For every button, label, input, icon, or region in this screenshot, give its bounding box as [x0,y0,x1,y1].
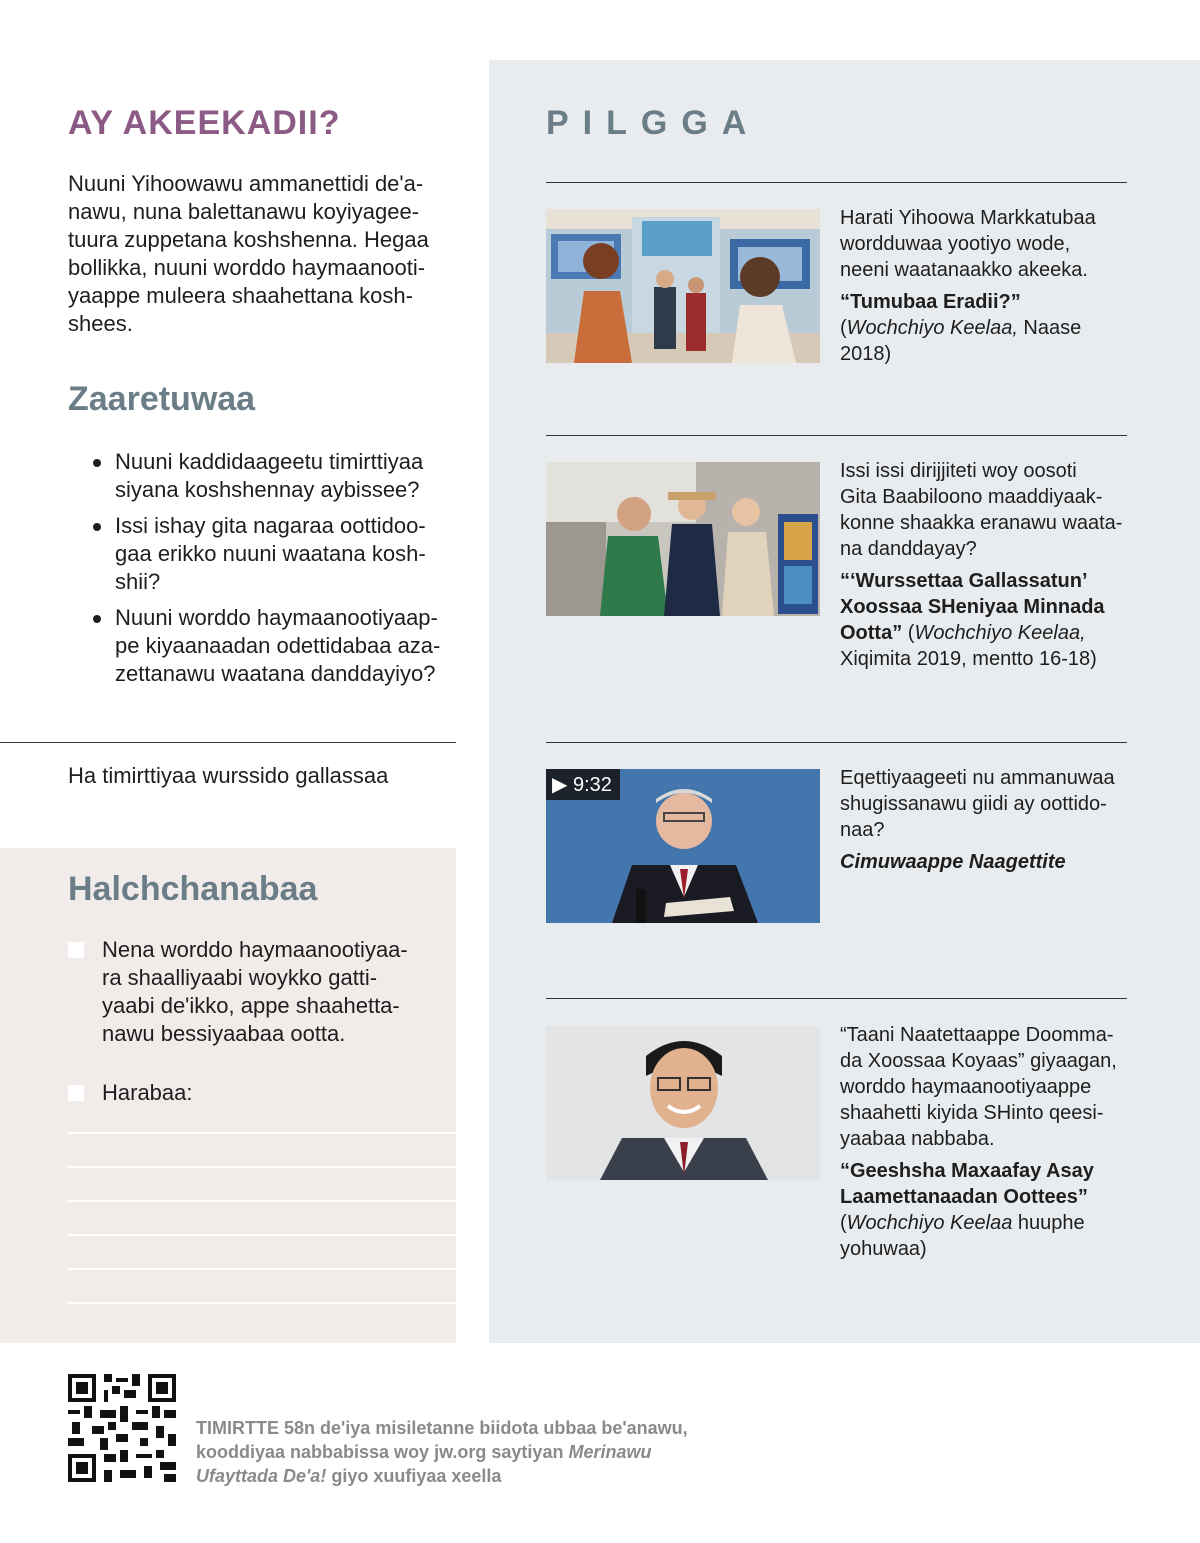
cart-witnessing-photo [546,462,820,616]
intro-line: bollikka, nuuni worddo haymaanooti- [68,255,426,280]
desc-line: na danddayay? [840,538,977,560]
intro-line: tuura zuppetana koshshenna. Hegaa [68,227,429,252]
review-question [90,448,450,504]
issue-info: Naase 2018) [840,317,1082,365]
desc-line: konne shaakka eranawu waata- [840,512,1123,534]
writing-line[interactable] [68,1132,456,1134]
desc-line: yaabaa nabbaba. [840,1128,995,1150]
intro-line: shees. [68,311,133,336]
writing-line[interactable] [68,1302,456,1304]
desc-line: wordduwaa yootiyo wode, [840,233,1071,255]
item-divider [546,182,1127,183]
portrait-photo [546,1026,820,1180]
thumbnail-street-witnessing-image[interactable] [546,209,820,363]
ref-paren: ( [840,1212,847,1234]
checkbox-icon[interactable] [68,942,84,958]
desc-line: shugissanawu giidi ay oottido- [840,793,1107,815]
question-line: Nuuni kaddidaageetu timirttiyaa [115,449,424,474]
item-divider [546,998,1127,999]
video-thumbnail[interactable] [546,769,820,923]
footer-line: TIMIRTTE 58n de'iya misiletanne biidota ubbaa be'anawu, [196,1418,688,1438]
desc-line: “Taani Naatettaappe Doomma- [840,1024,1114,1046]
article-title-link[interactable]: “Geeshsha Maxaafay Asay [840,1160,1094,1182]
intro-line: yaappe muleera shaahettana kosh- [68,283,413,308]
desc-line: Eqettiyaageeti nu ammanuwaa [840,767,1115,789]
article-title-link[interactable]: “Tumubaa Eradii?” [840,291,1021,313]
goal-line: Nena worddo haymaanootiyaa- [102,937,408,962]
video-title-link[interactable]: Cimuwaappe Naagettite [840,851,1066,873]
goal-line: nawu bessiyaabaa ootta. [102,1021,346,1046]
desc-line: Harati Yihoowa Markkatubaa [840,207,1096,229]
further-study-item [840,458,1130,672]
desc-line: naa? [840,819,885,841]
review-question [90,512,450,596]
qr-code-icon[interactable] [68,1374,176,1482]
checkbox-icon[interactable] [68,1085,84,1101]
writing-line[interactable] [68,1268,456,1270]
goal-line: yaabi de'ikko, appe shaahetta- [102,993,400,1018]
ref-paren: ( [840,317,847,339]
item-description [840,205,1130,283]
question-line: zettanawu waatana danddayiyo? [115,661,436,686]
section-divider [0,742,456,743]
goal-line: ra shaalliyaabi woykko gatti- [102,965,378,990]
desc-line: Issi issi dirijjiteti woy oosoti [840,460,1077,482]
issue-info: Xiqimita 2019, mentto 16-18) [840,648,1097,670]
bullet-icon [93,459,101,467]
book-title: Merinawu [568,1442,652,1462]
duration-text: 9:32 [572,774,612,796]
article-title-link[interactable]: Xoossaa SHeniyaa Minnada [840,596,1105,618]
review-questions-list [90,448,450,696]
further-study-item [840,1022,1130,1262]
further-study-item [840,765,1130,875]
question-line: Nuuni worddo haymaanootiyaap- [115,605,438,630]
bullet-icon [93,615,101,623]
section-heading-ay-akeekadii: AY AKEEKADII? [68,104,341,142]
play-icon[interactable]: ▶ [552,774,568,796]
intro-line: nawu, nuna balettanawu koyiyagee- [68,199,420,224]
desc-line: neeni waatanaakko akeeka. [840,259,1088,281]
article-title-link[interactable]: Ootta” [840,622,903,644]
street-scene-illustration [546,209,820,363]
bullet-icon [93,523,101,531]
item-reference[interactable] [840,289,1130,367]
writing-line[interactable] [68,1200,456,1202]
publication-name: Wochchiyo Keelaa, [914,622,1086,644]
question-line: shii? [115,569,161,594]
article-title-link[interactable]: Laamettanaadan Oottees” [840,1186,1088,1208]
question-line: siyana koshshennay aybissee? [115,477,420,502]
intro-paragraph [68,170,448,338]
further-study-heading: PILGGA [546,104,761,142]
item-divider [546,435,1127,436]
publication-name: Wochchiyo Keelaa, [846,317,1018,339]
review-heading: Zaaretuwaa [68,380,256,418]
goal-text [102,936,428,1048]
question-line: gaa erikko nuuni waatana kosh- [115,541,426,566]
desc-line: shaahetti kiyida SHinto qeesi- [840,1102,1104,1124]
item-description [840,765,1130,843]
goal-checkbox-other[interactable] [68,1079,428,1107]
publication-name: Wochchiyo Keelaa [846,1212,1013,1234]
item-description [840,458,1130,562]
review-question [90,604,450,688]
question-line: Issi ishay gita nagaraa oottidoo- [115,513,426,538]
video-duration-badge [546,769,620,800]
ref-paren: ( [902,622,915,644]
article-title-link[interactable]: “‘Wurssettaa Gallassatun’ [840,570,1088,592]
footer-note [196,1416,716,1488]
goal-text: Harabaa: [102,1080,193,1105]
item-reference[interactable] [840,568,1130,672]
completion-date-label: Ha timirttiyaa wurssido gallassaa [68,763,389,788]
book-title: Ufayttada De'a! [196,1466,327,1486]
item-divider [546,742,1127,743]
item-reference[interactable] [840,1158,1130,1262]
thumbnail-cart-witnessing-image[interactable] [546,462,820,616]
issue-info: huuphe yohuwaa) [840,1212,1085,1260]
writing-line[interactable] [68,1166,456,1168]
item-reference[interactable] [840,849,1130,875]
footer-line: giyo xuufiyaa xeella [326,1466,502,1486]
writing-line[interactable] [68,1234,456,1236]
item-description [840,1022,1130,1152]
footer-line: kooddiyaa nabbabissa woy jw.org saytiyan [196,1442,569,1462]
intro-line: Nuuni Yihoowawu ammanettidi de'a- [68,171,424,196]
desc-line: worddo haymaanootiyaappe [840,1076,1092,1098]
desc-line: Gita Baabiloono maaddiyaak- [840,486,1103,508]
thumbnail-portrait-image[interactable] [546,1026,820,1180]
further-study-item [840,205,1130,367]
desc-line: da Xoossaa Koyaas” giyaagan, [840,1050,1117,1072]
goals-heading: Halchchanabaa [68,870,318,908]
goal-checkbox-item[interactable] [68,936,428,1048]
question-line: pe kiyaanaadan odettidabaa aza- [115,633,441,658]
